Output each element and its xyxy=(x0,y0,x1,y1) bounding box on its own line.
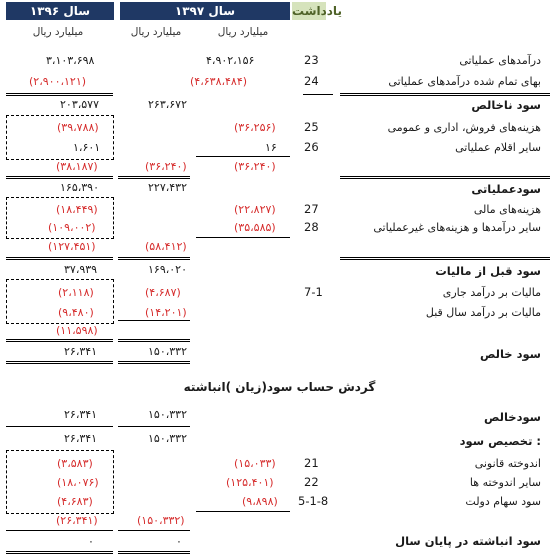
row-value-1396: (۱۱،۵۹۸) xyxy=(56,324,98,337)
year-1396-header: سال ۱۳۹۶ xyxy=(6,2,114,20)
row-value-1397: (۴،۶۸۷) xyxy=(145,286,181,299)
row-value-1397: ۱۵۰،۳۳۲ xyxy=(148,432,187,445)
row-label-retained-earnings-end: سود انباشته در پایان سال xyxy=(395,534,541,548)
row-value-1397: (۱۴،۲۰۱) xyxy=(145,306,187,319)
row-label-other-reserves: سایر اندوخته ها xyxy=(469,476,541,489)
row-value-1397-detail: (۳۶،۲۴۰) xyxy=(234,160,276,173)
row-value-1397: ۰ xyxy=(176,535,182,548)
row-value-1396: ۱،۶۰۱ xyxy=(73,141,101,154)
rule xyxy=(303,94,333,95)
rule xyxy=(118,339,190,342)
row-label-prior-year-tax: مالیات بر درآمد سال قبل xyxy=(425,306,541,319)
row-value-1397: (۱۵۰،۳۳۲) xyxy=(137,514,185,527)
row-value-1397-detail: (۲۲،۸۲۷) xyxy=(234,203,276,216)
row-label-operating-profit: سودعملیاتی xyxy=(471,182,541,196)
row-value-1397: ۲۲۷،۴۳۲ xyxy=(148,181,187,194)
row-value-1397-detail: (۱۵،۰۳۳) xyxy=(234,457,276,470)
rule xyxy=(118,257,190,260)
row-value-1396: (۲۶،۳۴۱) xyxy=(56,514,98,527)
row-value-1397: ۱۵۰،۳۳۲ xyxy=(148,345,187,358)
row-note: 22 xyxy=(304,475,319,489)
row-note: 27 xyxy=(304,202,319,216)
row-note: 5-1-8 xyxy=(298,494,329,508)
row-value-1396: ۲۶،۳۴۱ xyxy=(64,432,98,445)
row-value-1397-detail: (۹،۸۹۸) xyxy=(242,495,278,508)
row-value-1396: ۰ xyxy=(88,535,94,548)
rule xyxy=(196,237,290,238)
rule xyxy=(6,426,113,427)
rule xyxy=(6,361,113,364)
rule xyxy=(6,257,113,260)
row-value-1397: ۱۵۰،۳۳۲ xyxy=(148,408,187,421)
row-label-net-profit-2: سودخالص xyxy=(483,410,541,424)
row-label-legal-reserve: اندوخته قانونی xyxy=(474,457,541,470)
row-value-1396: (۱۸،۰۷۶) xyxy=(57,476,99,489)
row-value-1396: ۳۷،۹۳۹ xyxy=(64,263,98,276)
row-label-current-tax: مالیات بر درآمد جاری xyxy=(442,286,541,299)
row-value-1396: ۳،۱۰۳،۶۹۸ xyxy=(46,54,95,67)
row-value-1396: (۳۹،۷۸۸) xyxy=(57,121,99,134)
row-value-1396: (۲،۹۰۰،۱۲۱) xyxy=(29,75,87,88)
row-value-1397: ۲۶۳،۶۷۲ xyxy=(148,98,187,111)
row-value-1396: ۲۰۳،۵۷۷ xyxy=(60,98,99,111)
row-value-1396: (۳۸،۱۸۷) xyxy=(56,160,98,173)
row-label-government-dividend: سود سهام دولت xyxy=(465,495,541,508)
row-label-finance-costs: هزینه‌های مالی xyxy=(473,203,541,216)
row-note: 25 xyxy=(304,120,319,134)
row-label-gross-profit: سود ناخالص xyxy=(471,98,541,112)
row-note: 28 xyxy=(304,220,319,234)
row-note: 23 xyxy=(304,53,319,67)
unit-label-1396: میلیارد ریال xyxy=(32,26,84,38)
row-value-1396: ۲۶،۳۴۱ xyxy=(64,408,98,421)
row-value-1397-detail: (۴،۶۳۸،۴۸۴) xyxy=(190,75,248,88)
row-value-1397-detail: (۱۲۵،۴۰۱) xyxy=(226,476,274,489)
row-value-1396: (۱۲۷،۴۵۱) xyxy=(48,240,96,253)
unit-label-1397-c1: میلیارد ریال xyxy=(217,26,269,38)
row-note: 21 xyxy=(304,456,319,470)
row-value-1396: ۲۶،۳۴۱ xyxy=(64,345,98,358)
section-title-retained-earnings: گردش حساب سود(زیان )انباشته xyxy=(183,380,376,394)
row-value-1396: (۱۸،۴۴۹) xyxy=(56,203,98,216)
row-value-1396: (۱۰۹،۰۰۲) xyxy=(48,221,96,234)
row-label-profit-before-tax: سود قبل از مالیات xyxy=(435,264,541,278)
row-note: 26 xyxy=(304,140,319,154)
rule xyxy=(118,361,190,364)
rule xyxy=(6,551,113,554)
rule xyxy=(6,339,113,342)
row-value-1397: (۳۶،۲۴۰) xyxy=(145,160,187,173)
rule xyxy=(6,93,113,96)
rule xyxy=(196,511,290,512)
rule xyxy=(340,257,550,260)
rule xyxy=(118,530,190,531)
rule xyxy=(196,156,290,157)
year-1397-header: سال ۱۳۹۷ xyxy=(120,2,290,20)
row-value-1397-detail: (۳۵،۵۸۵) xyxy=(234,221,276,234)
row-value-1397-detail: ۴،۹۰۲،۱۵۶ xyxy=(206,54,255,67)
rule xyxy=(340,93,550,96)
row-value-1396: (۲،۱۱۸) xyxy=(58,286,94,299)
row-value-1396: ۱۶۵،۳۹۰ xyxy=(60,181,99,194)
rule xyxy=(6,530,113,531)
row-label-admin-expenses: هزینه‌های فروش، اداری و عمومی xyxy=(387,121,541,134)
rule xyxy=(118,320,190,321)
row-value-1396: (۴،۶۸۳) xyxy=(57,495,93,508)
row-note: 7-1 xyxy=(304,285,323,299)
rule xyxy=(118,426,190,427)
row-value-1397-detail: (۳۶،۲۵۶) xyxy=(234,121,276,134)
row-value-1397: ۱۶۹،۰۲۰ xyxy=(148,263,187,276)
row-label-net-profit: سود خالص xyxy=(479,347,541,361)
note-header: یادداشت xyxy=(292,4,342,18)
row-label-non-operating: سایر درآمدها و هزینه‌های غیرعملیاتی xyxy=(373,221,541,234)
row-label-profit-allocation: تخصیص سود : xyxy=(459,434,541,448)
row-value-1397: (۵۸،۴۱۲) xyxy=(145,240,187,253)
rule xyxy=(6,176,113,179)
row-value-1397-detail: ۱۶ xyxy=(265,141,277,154)
row-value-1396: (۳،۵۸۳) xyxy=(57,457,93,470)
row-value-1396: (۹،۴۸۰) xyxy=(58,306,94,319)
unit-label-1397-c2: میلیارد ریال xyxy=(130,26,182,38)
row-label-other-operating: سایر اقلام عملیاتی xyxy=(455,141,541,154)
row-label-operating-revenue: درآمدهای عملیاتی xyxy=(459,54,541,67)
row-label-cost-of-revenue: بهای تمام شده درآمدهای عملیاتی xyxy=(388,75,541,88)
row-note: 24 xyxy=(304,74,319,88)
rule xyxy=(340,176,550,179)
rule xyxy=(118,551,190,554)
rule xyxy=(118,176,190,179)
